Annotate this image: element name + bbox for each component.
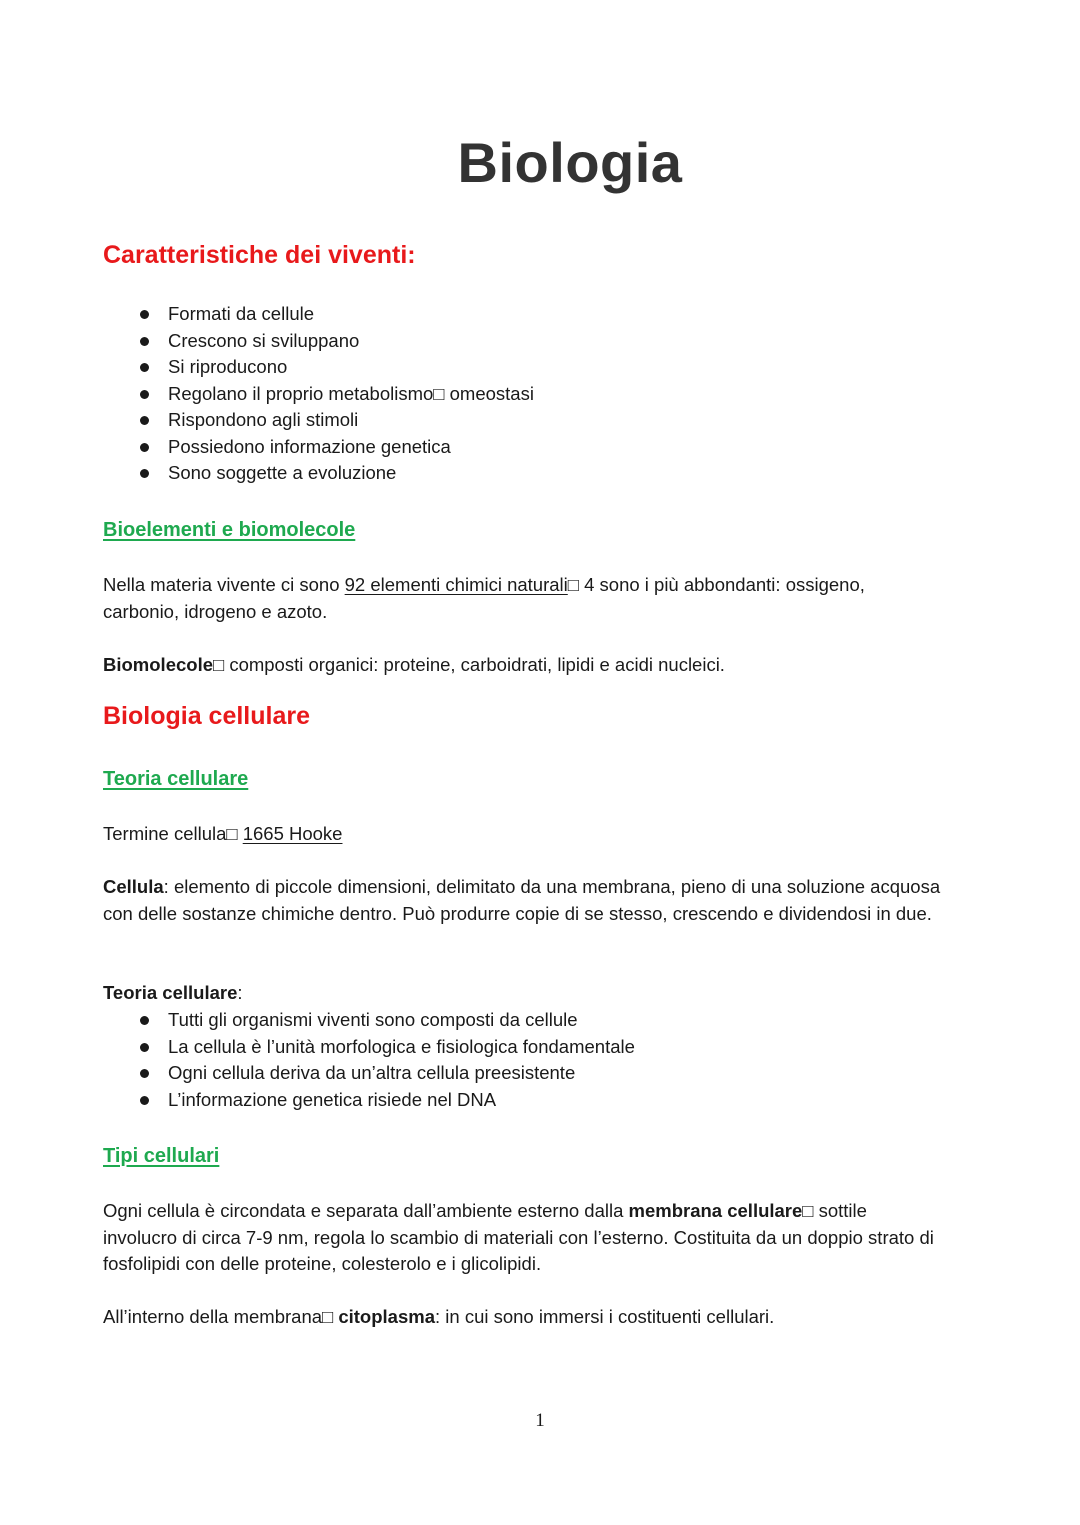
list-item: Regolano il proprio metabolismo□ omeostasi: [103, 381, 534, 408]
paragraph-cellula: Cellula: elemento di piccole dimensioni, delimitato da una membrana, pieno di una soluzione acquosa con delle sostanze chimiche dentro. Può produrre copie di se stesso, crescendo e dividendosi in due.: [103, 876, 941, 924]
bullet-icon: [140, 337, 149, 346]
list-item: Ogni cellula deriva da un’altra cellula preesistente: [103, 1060, 635, 1087]
list-item: Crescono si sviluppano: [103, 328, 534, 355]
bullet-icon: [140, 1096, 149, 1105]
paragraph-biomolecole: Biomolecole□ composti organici: proteine, carboidrati, lipidi e acidi nucleici.: [103, 654, 725, 675]
list-item: Si riproducono: [103, 354, 534, 381]
list-item: Sono soggette a evoluzione: [103, 460, 534, 487]
page-number: 1: [535, 1410, 545, 1431]
bullet-icon: [140, 363, 149, 372]
bullet-icon: [140, 1043, 149, 1052]
bullet-icon: [140, 469, 149, 478]
list-item: La cellula è l’unità morfologica e fisiologica fondamentale: [103, 1034, 635, 1061]
heading-caratteristiche: Caratteristiche dei viventi:: [103, 241, 416, 269]
heading-tipi-cellulari: Tipi cellulari: [103, 1145, 220, 1167]
list-item: Possiedono informazione genetica: [103, 434, 534, 461]
paragraph-citoplasma: All’interno della membrana□ citoplasma: in cui sono immersi i costituenti cellulari.: [103, 1306, 775, 1327]
paragraph-termine: Termine cellula□ 1665 Hooke: [103, 823, 343, 844]
heading-teoria-cellulare: Teoria cellulare: [103, 768, 249, 790]
heading-bioelementi: Bioelementi e biomolecole: [103, 519, 356, 541]
list-item: Rispondono agli stimoli: [103, 407, 534, 434]
paragraph-membrana: Ogni cellula è circondata e separata dall’ambiente esterno dalla membrana cellulare□ sottile involucro di circa 7-9 nm, regola lo scambio di materiali con l’esterno. Costituita da un doppio strato di fosfolipidi con delle proteine, colesterolo e i glicolipidi.: [103, 1200, 934, 1274]
list-item: Tutti gli organismi viventi sono composti da cellule: [103, 1007, 635, 1034]
list-item: L’informazione genetica risiede nel DNA: [103, 1087, 635, 1114]
bullet-icon: [140, 1069, 149, 1078]
teoria-list: [103, 1007, 635, 1113]
bullet-icon: [140, 390, 149, 399]
heading-biologia-cellulare: Biologia cellulare: [103, 702, 311, 730]
paragraph-bioelementi: Nella materia vivente ci sono 92 elementi chimici naturali□ 4 sono i più abbondanti: ossigeno, carbonio, idrogeno e azoto.: [103, 574, 865, 622]
list-item: Formati da cellule: [103, 301, 534, 328]
bullet-icon: [140, 416, 149, 425]
caratteristiche-list: [103, 301, 534, 487]
bullet-icon: [140, 1016, 149, 1025]
bullet-icon: [140, 443, 149, 452]
page-title: Biologia: [457, 131, 683, 194]
paragraph-teoria-label: Teoria cellulare:: [103, 982, 243, 1003]
bullet-icon: [140, 310, 149, 319]
